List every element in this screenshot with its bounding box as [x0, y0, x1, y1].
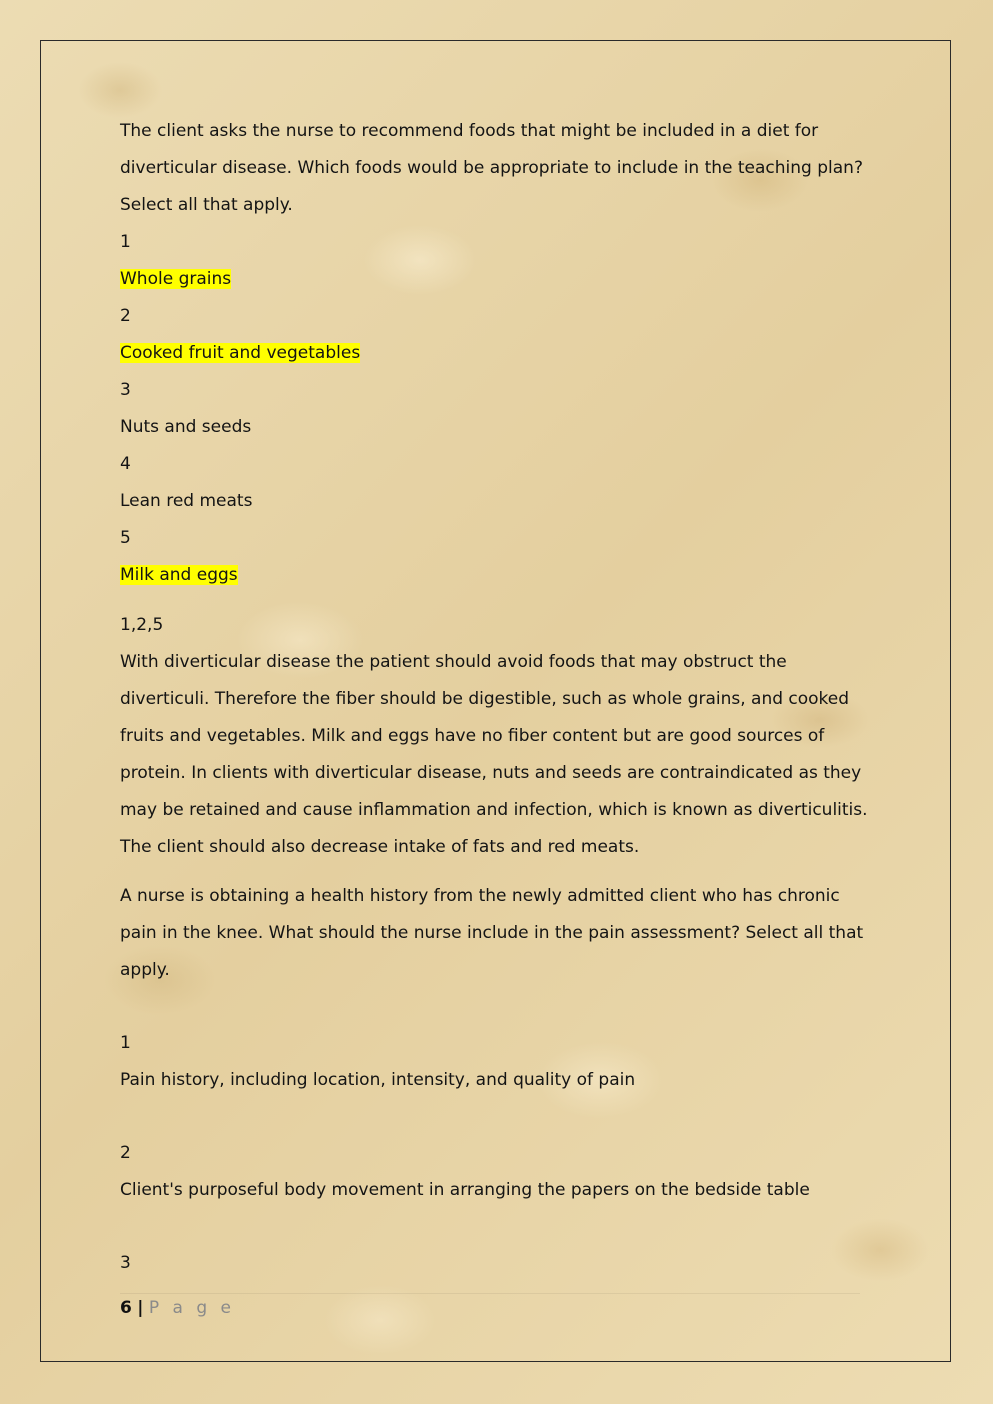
page-footer [120, 1293, 860, 1322]
q1-option-text: Whole grains [120, 269, 232, 289]
q2-option-number: 3 [120, 1253, 131, 1273]
q1-option-text: Nuts and seeds [120, 417, 252, 437]
q1-stem-line: Select all that apply. [120, 195, 293, 215]
q2-stem-line: pain in the knee. What should the nurse include in the pain assessment? Select all that [120, 923, 864, 943]
q1-answer: 1,2,5 [120, 615, 164, 635]
q2-option-text: Client's purposeful body movement in arranging the papers on the bedside table [120, 1180, 810, 1200]
page-label: P a g e [148, 1298, 236, 1318]
q2-option-text: Pain history, including location, intensity, and quality of pain [120, 1070, 636, 1090]
page-number: 6 [120, 1298, 132, 1318]
q1-option-number: 4 [120, 454, 131, 474]
q1-rationale-line: diverticuli. Therefore the fiber should be digestible, such as whole grains, and cooked [120, 689, 850, 709]
q2-stem-line: apply. [120, 960, 170, 980]
q1-rationale-line: With diverticular disease the patient should avoid foods that may obstruct the [120, 652, 787, 672]
q1-rationale-line: The client should also decrease intake of fats and red meats. [120, 837, 640, 857]
q1-stem-line: diverticular disease. Which foods would be appropriate to include in the teaching plan? [120, 158, 863, 178]
q2-stem-line: A nurse is obtaining a health history from the newly admitted client who has chronic [120, 886, 840, 906]
q1-rationale-line: may be retained and cause inflammation and infection, which is known as diverticulitis. [120, 800, 868, 820]
q2-option-number: 1 [120, 1033, 131, 1053]
q1-option-number: 3 [120, 380, 131, 400]
q1-option-number: 1 [120, 232, 131, 252]
q1-stem-line: The client asks the nurse to recommend foods that might be included in a diet for [120, 121, 819, 141]
page-content [120, 113, 880, 1282]
q1-rationale-line: protein. In clients with diverticular disease, nuts and seeds are contraindicated as they [120, 763, 862, 783]
q1-option-number: 2 [120, 306, 131, 326]
q1-option-text: Milk and eggs [120, 565, 238, 585]
q1-rationale-line: fruits and vegetables. Milk and eggs have no fiber content but are good sources of [120, 726, 825, 746]
q2-option-number: 2 [120, 1143, 131, 1163]
q1-option-text: Lean red meats [120, 491, 253, 511]
q1-option-number: 5 [120, 528, 131, 548]
q1-option-text: Cooked fruit and vegetables [120, 343, 361, 363]
footer-separator: | [137, 1298, 144, 1318]
